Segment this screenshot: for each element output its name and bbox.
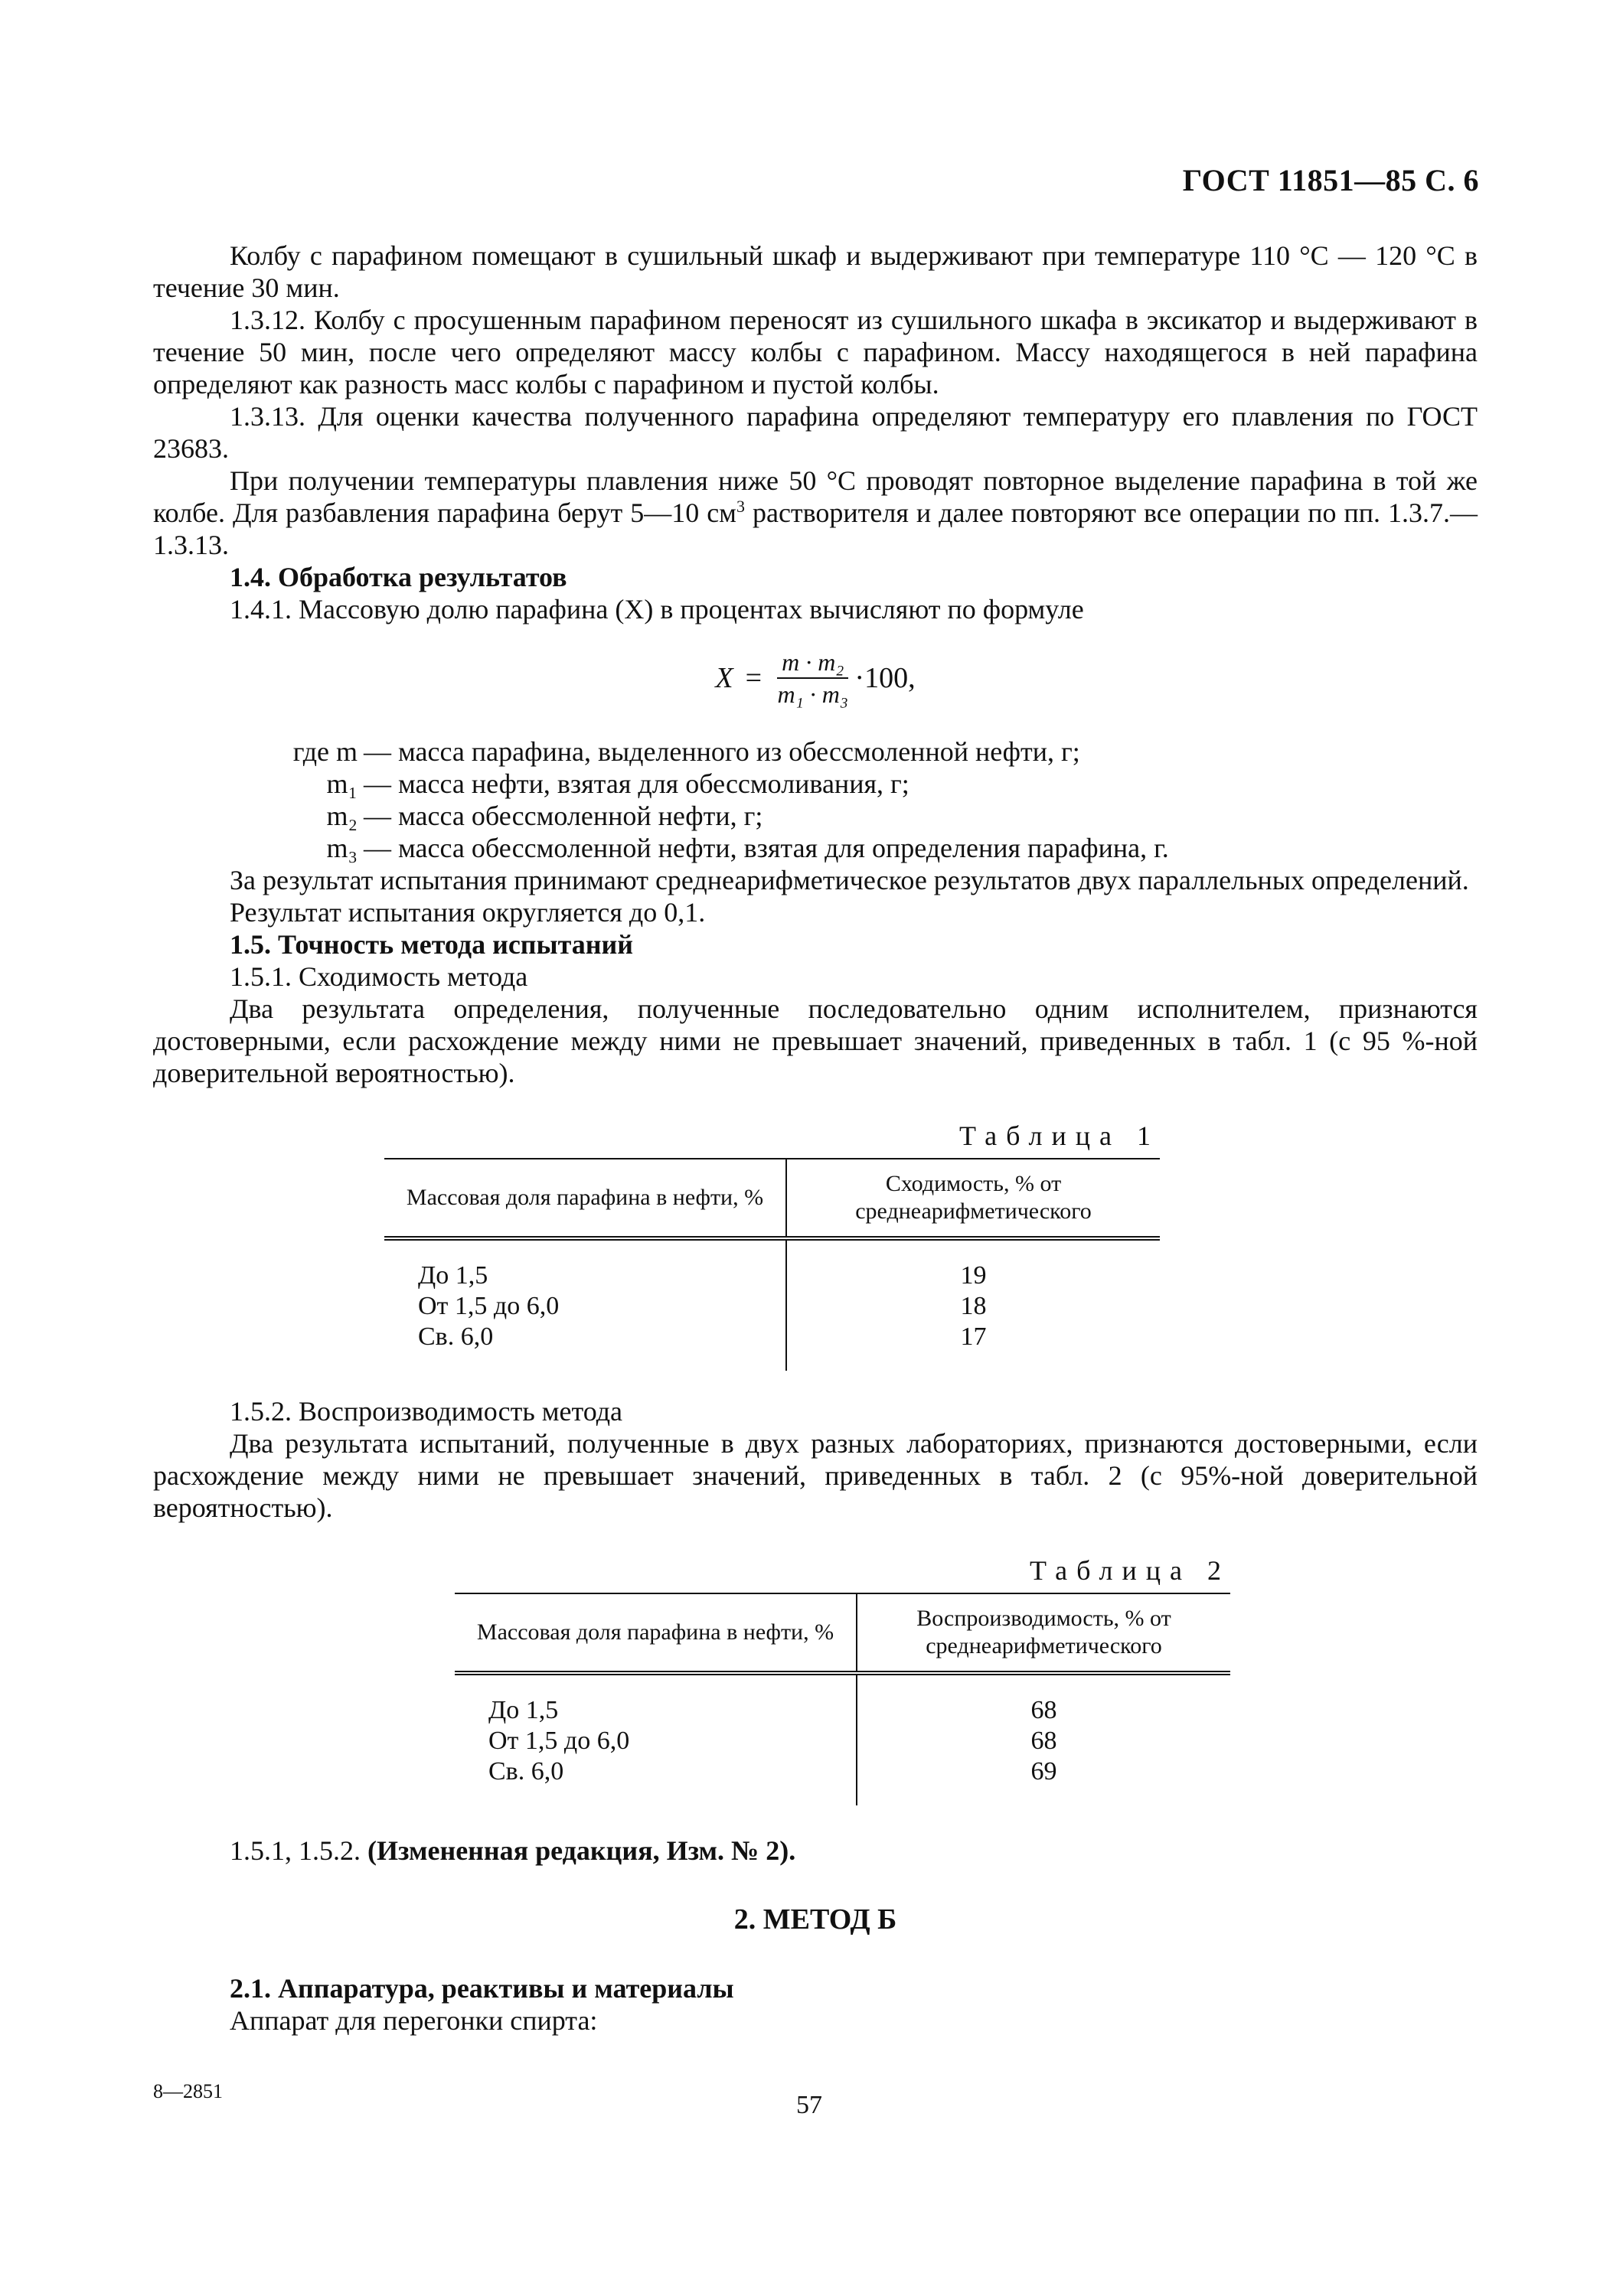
section-title-method-b: 2. МЕТОД Б — [733, 1903, 897, 1936]
definition-label: где m — [292, 736, 358, 767]
table-row — [384, 1238, 1160, 1291]
formula-denominator: m₁ · m₃ — [777, 680, 848, 708]
definition-row — [153, 832, 1478, 864]
amendment-text: 1.5.1, 1.5.2. (Измененная редакция, Изм. № 2). — [230, 1835, 796, 1866]
definition-text: — масса нефти, взятая для обессмоливания, г; — [364, 768, 909, 799]
table-row — [384, 1291, 1160, 1322]
table-cell: 18 — [960, 1292, 987, 1320]
paragraph-1-5-2: 1.5.2. Воспроизводимость метода — [230, 1396, 623, 1427]
table-header-cell: Массовая доля парафина в нефти, % — [455, 1593, 857, 1673]
paragraph-rounding: Результат испытания округляется до 0,1. — [230, 897, 706, 928]
formula-numerator: m · m₂ — [777, 648, 848, 679]
paragraph-amendment — [153, 1835, 1478, 1867]
page-number: 57 — [796, 2091, 822, 2119]
table-cell: От 1,5 до 6,0 — [384, 1291, 786, 1322]
table-header-row — [455, 1593, 1230, 1673]
table-row — [455, 1673, 1230, 1726]
definition-row — [153, 800, 1478, 832]
table-cell: От 1,5 до 6,0 — [455, 1726, 857, 1756]
table-header-cell: Сходимость, % от среднеарифметического — [786, 1159, 1160, 1238]
definition-text: — масса парафина, выделенного из обессмоленной нефти, г; — [364, 736, 1080, 767]
definition-label: m₃ — [326, 833, 358, 863]
formula-fraction — [777, 648, 848, 708]
paragraph-melting-point — [153, 465, 1478, 561]
superscript: 3 — [736, 497, 745, 516]
formula-lhs: X — [715, 662, 733, 694]
table-cell: Св. 6,0 — [384, 1322, 786, 1371]
table-cell: 17 — [960, 1322, 987, 1351]
table-1 — [384, 1158, 1160, 1371]
definition-row — [153, 768, 1478, 800]
table-1-wrapper — [384, 1120, 1160, 1371]
table-row — [455, 1756, 1230, 1805]
variable-definitions — [153, 735, 1478, 864]
table-header-cell: Массовая доля парафина в нефти, % — [384, 1159, 786, 1238]
table-title: Таблица 2 — [1030, 1555, 1230, 1586]
footer-code: 8—2851 — [153, 2080, 223, 2102]
table-2-wrapper — [455, 1554, 1230, 1805]
paragraph: Колбу с парафином помещают в сушильный шкаф и выдерживают при температуре 110 °С — 120 °С в течение 30 мин. — [153, 240, 1478, 303]
table-cell: Св. 6,0 — [455, 1756, 857, 1805]
table-cell: 69 — [1030, 1757, 1057, 1786]
document-body — [153, 240, 1478, 2037]
formula-equals: = — [745, 662, 763, 694]
table-header-cell: Воспроизводимость, % от среднеарифметического — [857, 1593, 1230, 1673]
table-header-row — [384, 1159, 1160, 1238]
definition-text: — масса обессмоленной нефти, взятая для определения парафина, г. — [364, 833, 1169, 863]
table-cell: До 1,5 — [384, 1238, 786, 1291]
definition-text: — масса обессмоленной нефти, г; — [364, 801, 763, 831]
amendment-bold: (Измененная редакция, Изм. № 2). — [367, 1835, 796, 1866]
formula — [153, 648, 1478, 708]
table-2 — [455, 1593, 1230, 1805]
table-cell: 68 — [1030, 1696, 1057, 1724]
paragraph-1-5-1: 1.5.1. Сходимость метода — [230, 961, 528, 992]
paragraph-apparatus: Аппарат для перегонки спирта: — [230, 2005, 598, 2036]
table-cell: 19 — [960, 1261, 987, 1290]
section-heading-1-5: 1.5. Точность метода испытаний — [230, 929, 634, 960]
paragraph-1-3-12: 1.3.12. Колбу с просушенным парафином переносят из сушильного шкафа в эксикатор и выдерживают в течение 50 мин, после чего определяют массу колбы с парафином. Массу находящегося в ней парафина определяют как разность масс колбы с парафином и пустой колбы. — [153, 305, 1478, 400]
definition-row — [153, 735, 1478, 768]
table-row — [384, 1322, 1160, 1371]
paragraph-text: При получении температуры плавления ниже 50 °С проводят повторное выделение парафина в той же колбе. Для разбавления парафина берут 5—10 см — [153, 465, 1478, 528]
page-header: ГОСТ 11851—85 С. 6 — [1182, 163, 1479, 197]
section-heading-2-1: 2.1. Аппаратура, реактивы и материалы — [230, 1973, 734, 2004]
definition-label: m₁ — [326, 768, 358, 799]
paragraph-repeatability: Два результата определения, полученные последовательно одним исполнителем, признаются достоверными, если расхождение между ними не превышает значений, приведенных в табл. 1 (с 95 %-ной доверительной вероятностью). — [153, 993, 1478, 1088]
formula-tail: ·100, — [854, 662, 916, 694]
paragraph-1-4-1: 1.4.1. Массовую долю парафина (X) в процентах вычисляют по формуле — [230, 594, 1084, 625]
paragraph-reproducibility: Два результата испытаний, полученные в двух разных лабораториях, признаются достоверными, если расхождение между ними не превышает значений, приведенных в табл. 2 (с 95%-ной доверительной вероятностью). — [153, 1428, 1478, 1523]
table-row — [455, 1726, 1230, 1756]
paragraph-text: растворителя и далее повторяют все операции по пп. 1.3.7.— 1.3.13. — [153, 497, 1478, 560]
paragraph-1-3-13: 1.3.13. Для оценки качества полученного парафина определяют температуру его плавления по ГОСТ 23683. — [153, 401, 1478, 464]
paragraph-result: За результат испытания принимают среднеарифметическое результатов двух параллельных определений. — [230, 865, 1469, 895]
table-title: Таблица 1 — [959, 1120, 1160, 1151]
table-cell: До 1,5 — [455, 1673, 857, 1726]
table-cell: 68 — [1030, 1727, 1057, 1755]
definition-label: m₂ — [326, 801, 358, 831]
section-heading-1-4: 1.4. Обработка результатов — [230, 562, 567, 592]
